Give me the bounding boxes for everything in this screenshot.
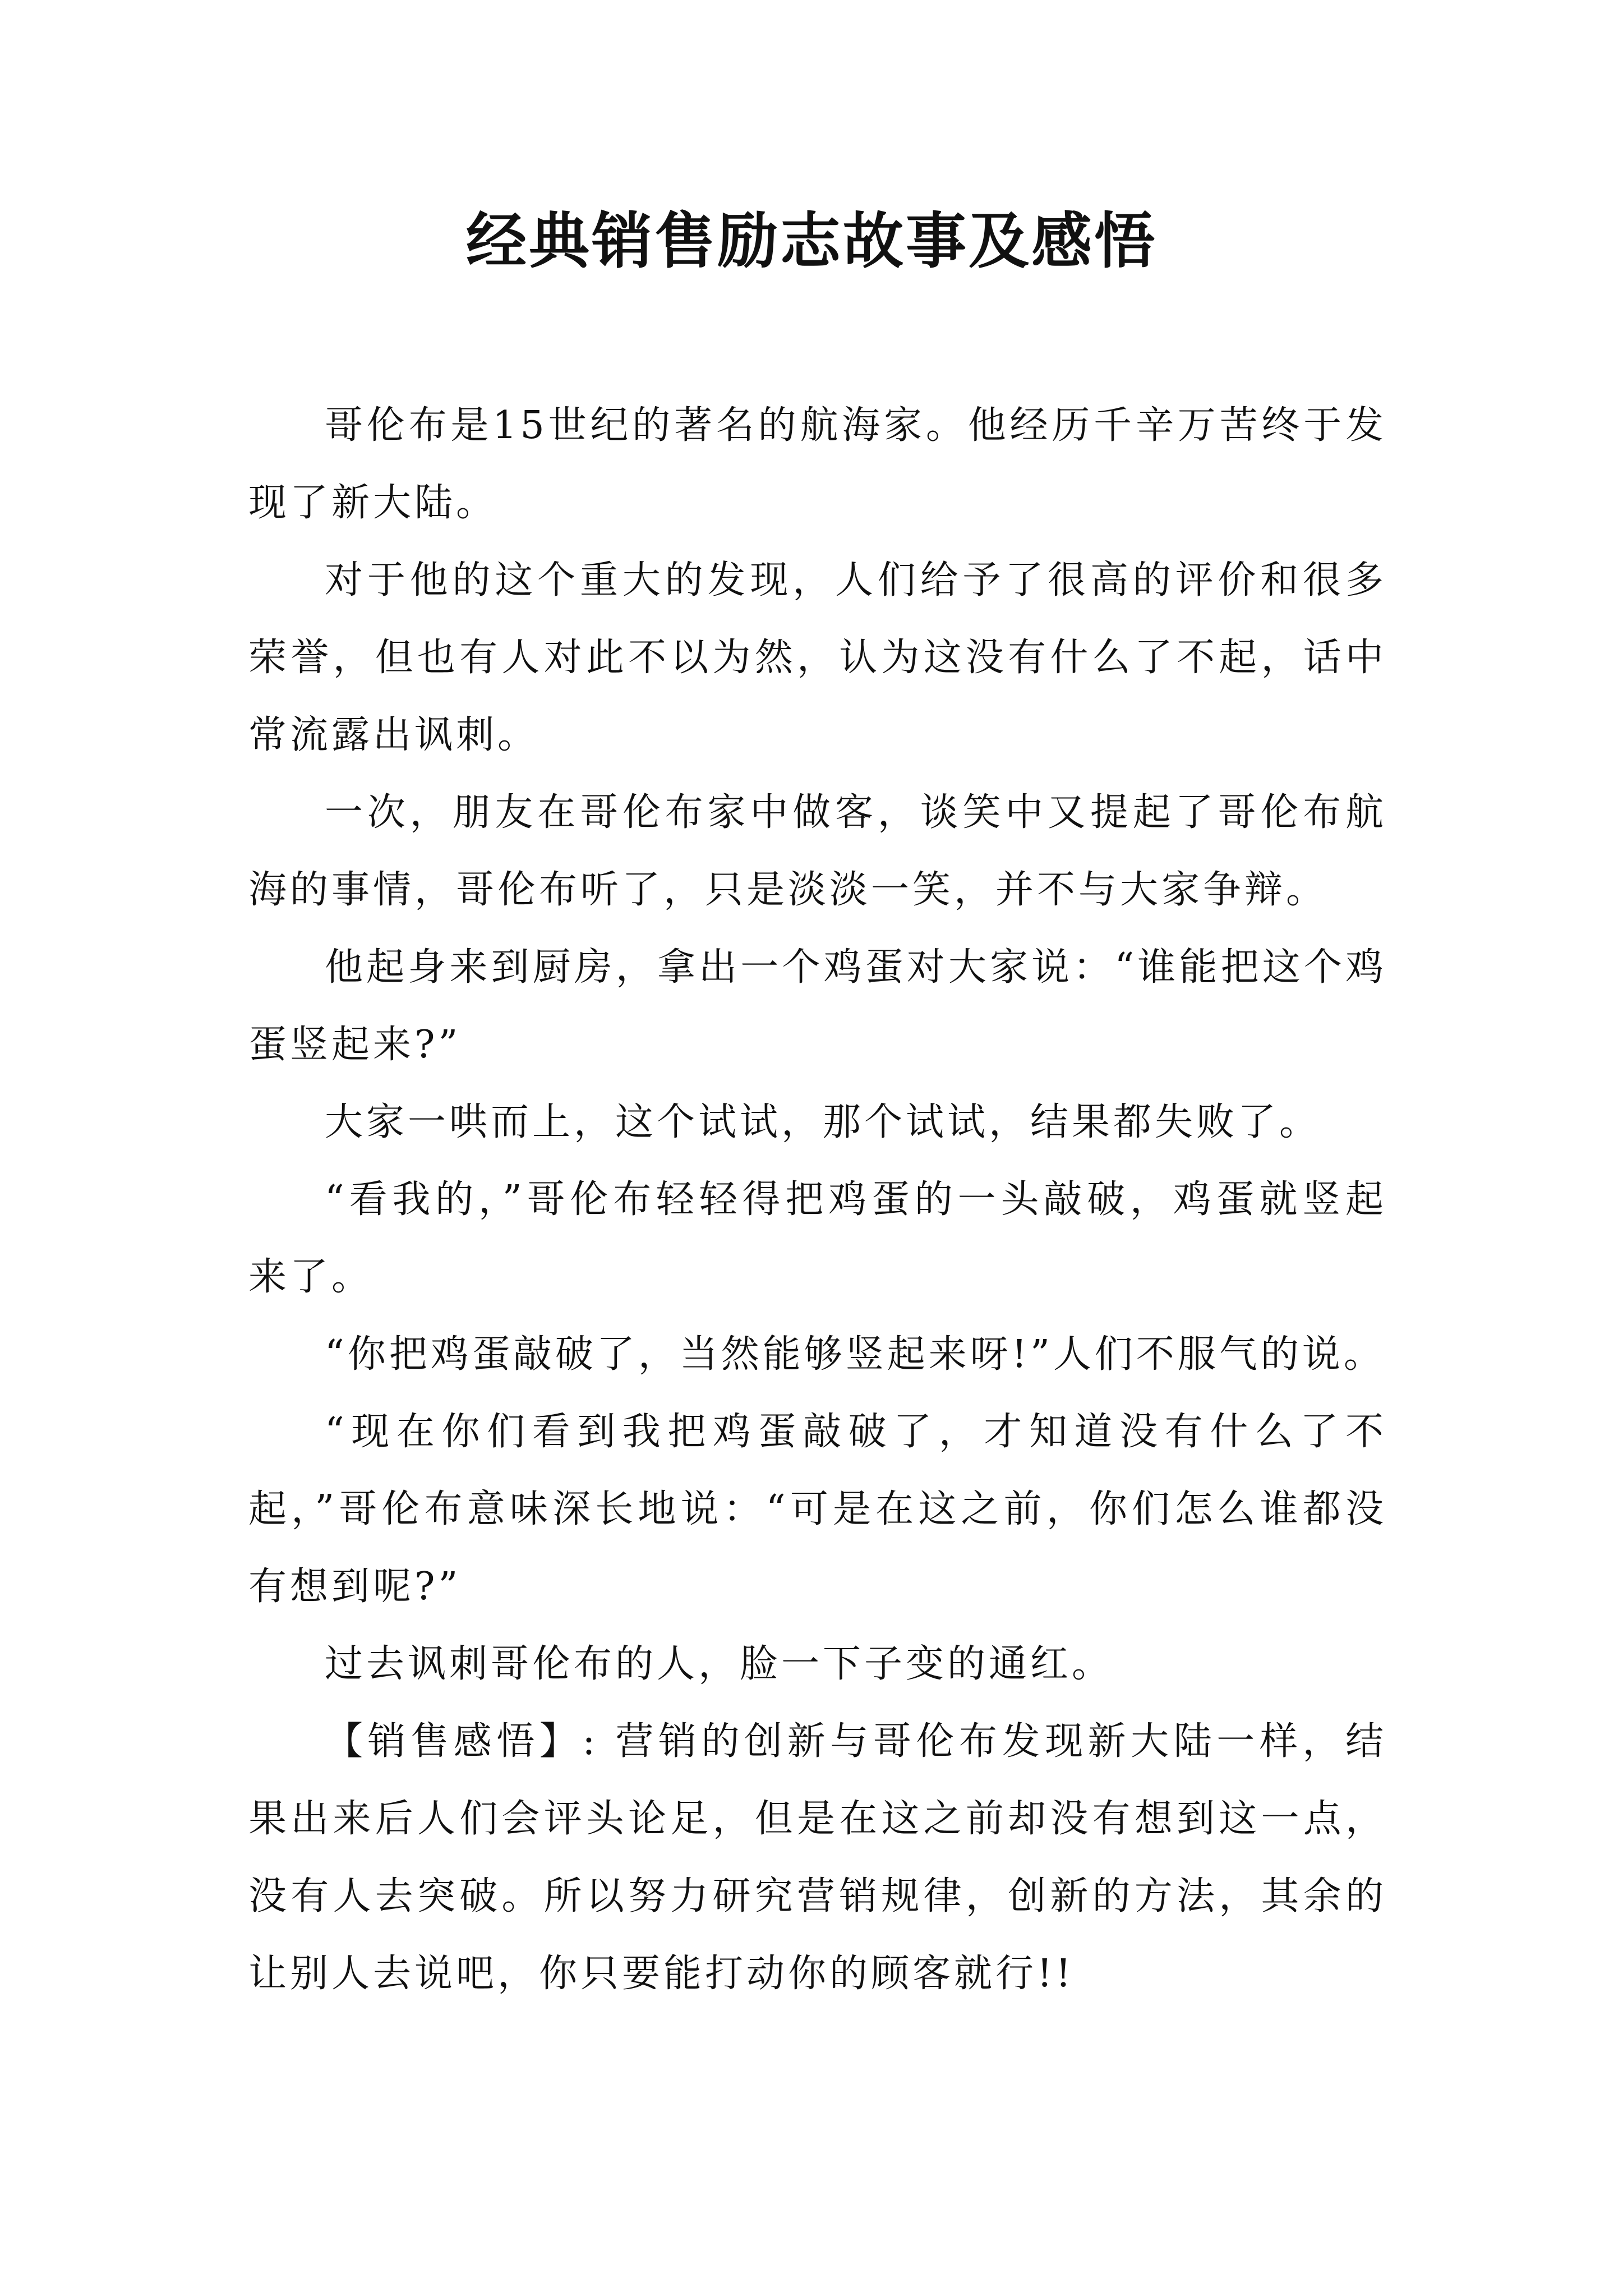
paragraph: 大家一哄而上，这个试试，那个试试，结果都失败了。 [325, 1100, 1321, 1144]
paragraph: 一次，朋友在哥伦布家中做客，谈笑中又提起了哥伦布航海的事情，哥伦布听了，只是淡淡一笑，并不与大家争辩。 [248, 790, 1387, 912]
paragraph: “现在你们看到我把鸡蛋敲破了，才知道没有什么了不起，”哥伦布意味深长地说：“可是在这之前，你们怎么谁都没有想到呢?” [248, 1410, 1387, 1609]
insight-text: : 营销的创新与哥伦布发现新大陆一样，结果出来后人们会评头论足，但是在这之前却没有想到这一点，没有人去突破。所以努力研究营销规律，创新的方法，其余的让别人去说吧，你只要能打动你的顾客就行!! [248, 1719, 1387, 1996]
paragraph: 他起身来到厨房，拿出一个鸡蛋对大家说：“谁能把这个鸡蛋竖起来?” [248, 945, 1387, 1067]
paragraph: 过去讽刺哥伦布的人，脸一下子变的通红。 [325, 1642, 1114, 1686]
insight-paragraph [248, 1703, 1387, 2013]
paragraph: 对于他的这个重大的发现，人们给予了很高的评价和很多荣誉，但也有人对此不以为然，认为这没有什么了不起，话中常流露出讽刺。 [248, 558, 1387, 757]
document-title: 经典销售励志故事及感悟 [465, 206, 1157, 277]
paragraph: “你把鸡蛋敲破了，当然能够竖起来呀!”人们不服气的说。 [325, 1332, 1385, 1377]
document-body [248, 387, 1387, 2013]
paragraph: 哥伦布是15世纪的著名的航海家。他经历千辛万苦终于发现了新大陆。 [248, 403, 1387, 525]
paragraph: “看我的，”哥伦布轻轻得把鸡蛋的一头敲破，鸡蛋就竖起来了。 [248, 1177, 1387, 1299]
insight-tag: 【销售感悟】 [325, 1719, 583, 1764]
